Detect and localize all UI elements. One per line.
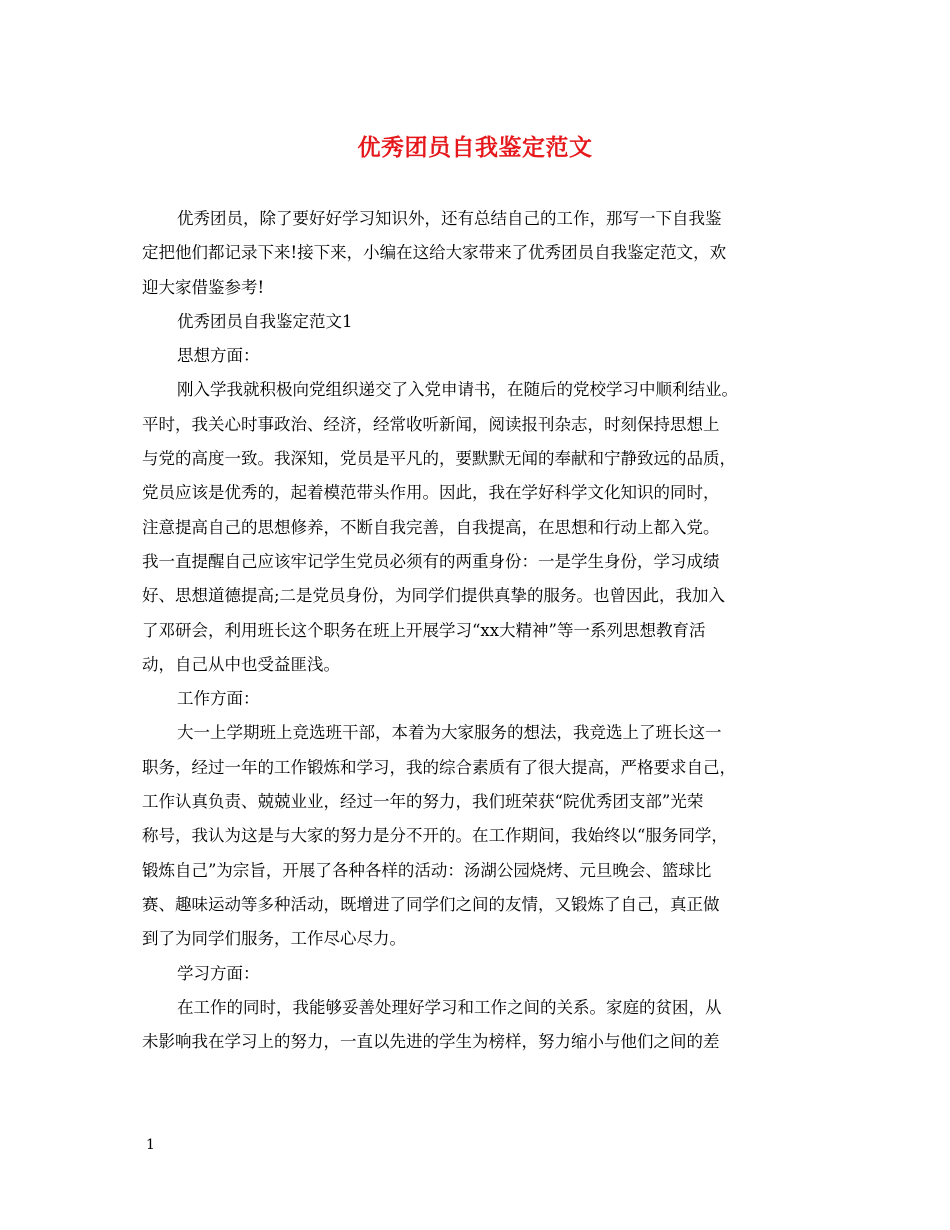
- paragraph-line: 迎大家借鉴参考!: [142, 277, 265, 297]
- paragraph-line: 到了为同学们服务，工作尽心尽力。: [142, 929, 406, 949]
- paragraph-line: 锻炼自己”为宗旨，开展了各种各样的活动：汤湖公园烧烤、元旦晚会、篮球比: [142, 860, 712, 880]
- document-body: [142, 202, 812, 1059]
- page-number: 1: [146, 1137, 155, 1153]
- paragraph-line: 赛、趣味运动等多种活动，既增进了同学们之间的友情，又锻炼了自己，真正做: [142, 894, 720, 914]
- document-title: 优秀团员自我鉴定范文: [357, 134, 593, 161]
- section-heading: 工作方面：: [177, 689, 260, 709]
- paragraph-line: 在工作的同时，我能够妥善处理好学习和工作之间的关系。家庭的贫困，从: [177, 997, 722, 1017]
- paragraph-line: 优秀团员，除了要好好学习知识外，还有总结自己的工作，那写一下自我鉴: [177, 209, 722, 228]
- paragraph-line: 大一上学期班上竞选班干部，本着为大家服务的想法，我竞选上了班长这一: [177, 723, 722, 743]
- paragraph-line: 未影响我在学习上的努力，一直以先进的学生为榜样，努力缩小与他们之间的差: [142, 1032, 720, 1052]
- paragraph-line: 注意提高自己的思想修养，不断自我完善，自我提高，在思想和行动上都入党。: [142, 517, 720, 537]
- paragraph-line: 工作认真负责、兢兢业业，经过一年的努力，我们班荣获“院优秀团支部”光荣: [142, 792, 704, 812]
- paragraph-line: 称号，我认为这是与大家的努力是分不开的。在工作期间，我始终以“服务同学，: [142, 826, 728, 846]
- paragraph-line: 职务，经过一年的工作锻炼和学习，我的综合素质有了很大提高，严格要求自己，: [142, 757, 736, 777]
- section-heading: 思想方面：: [177, 346, 260, 366]
- paragraph-line: 动，自己从中也受益匪浅。: [142, 654, 340, 674]
- paragraph-line: 与党的高度一致。我深知，党员是平凡的，要默默无闻的奉献和宁静致远的品质，: [142, 449, 736, 469]
- paragraph-line: 我一直提醒自己应该牢记学生党员必须有的两重身份：一是学生身份，学习成绩: [142, 551, 720, 571]
- paragraph-line: 定把他们都记录下来!接下来，小编在这给大家带来了优秀团员自我鉴定范文，欢: [142, 243, 727, 263]
- paragraph-line: 党员应该是优秀的，起着模范带头作用。因此，我在学好科学文化知识的同时，: [142, 483, 720, 503]
- paragraph-line: 好、思想道德提高;二是党员身份，为同学们提供真挚的服务。也曾因此，我加入: [142, 586, 726, 606]
- paragraph-line: 平时，我关心时事政治、经济，经常收听新闻，阅读报刊杂志，时刻保持思想上: [142, 414, 720, 434]
- section-heading: 学习方面：: [177, 963, 260, 983]
- section-heading: 优秀团员自我鉴定范文1: [177, 311, 353, 331]
- paragraph-line: 刚入学我就积极向党组织递交了入党申请书，在随后的党校学习中顺利结业。: [177, 380, 738, 400]
- paragraph-line: 了邓研会，利用班长这个职务在班上开展学习“xx大精神”等一系列思想教育活: [142, 620, 706, 640]
